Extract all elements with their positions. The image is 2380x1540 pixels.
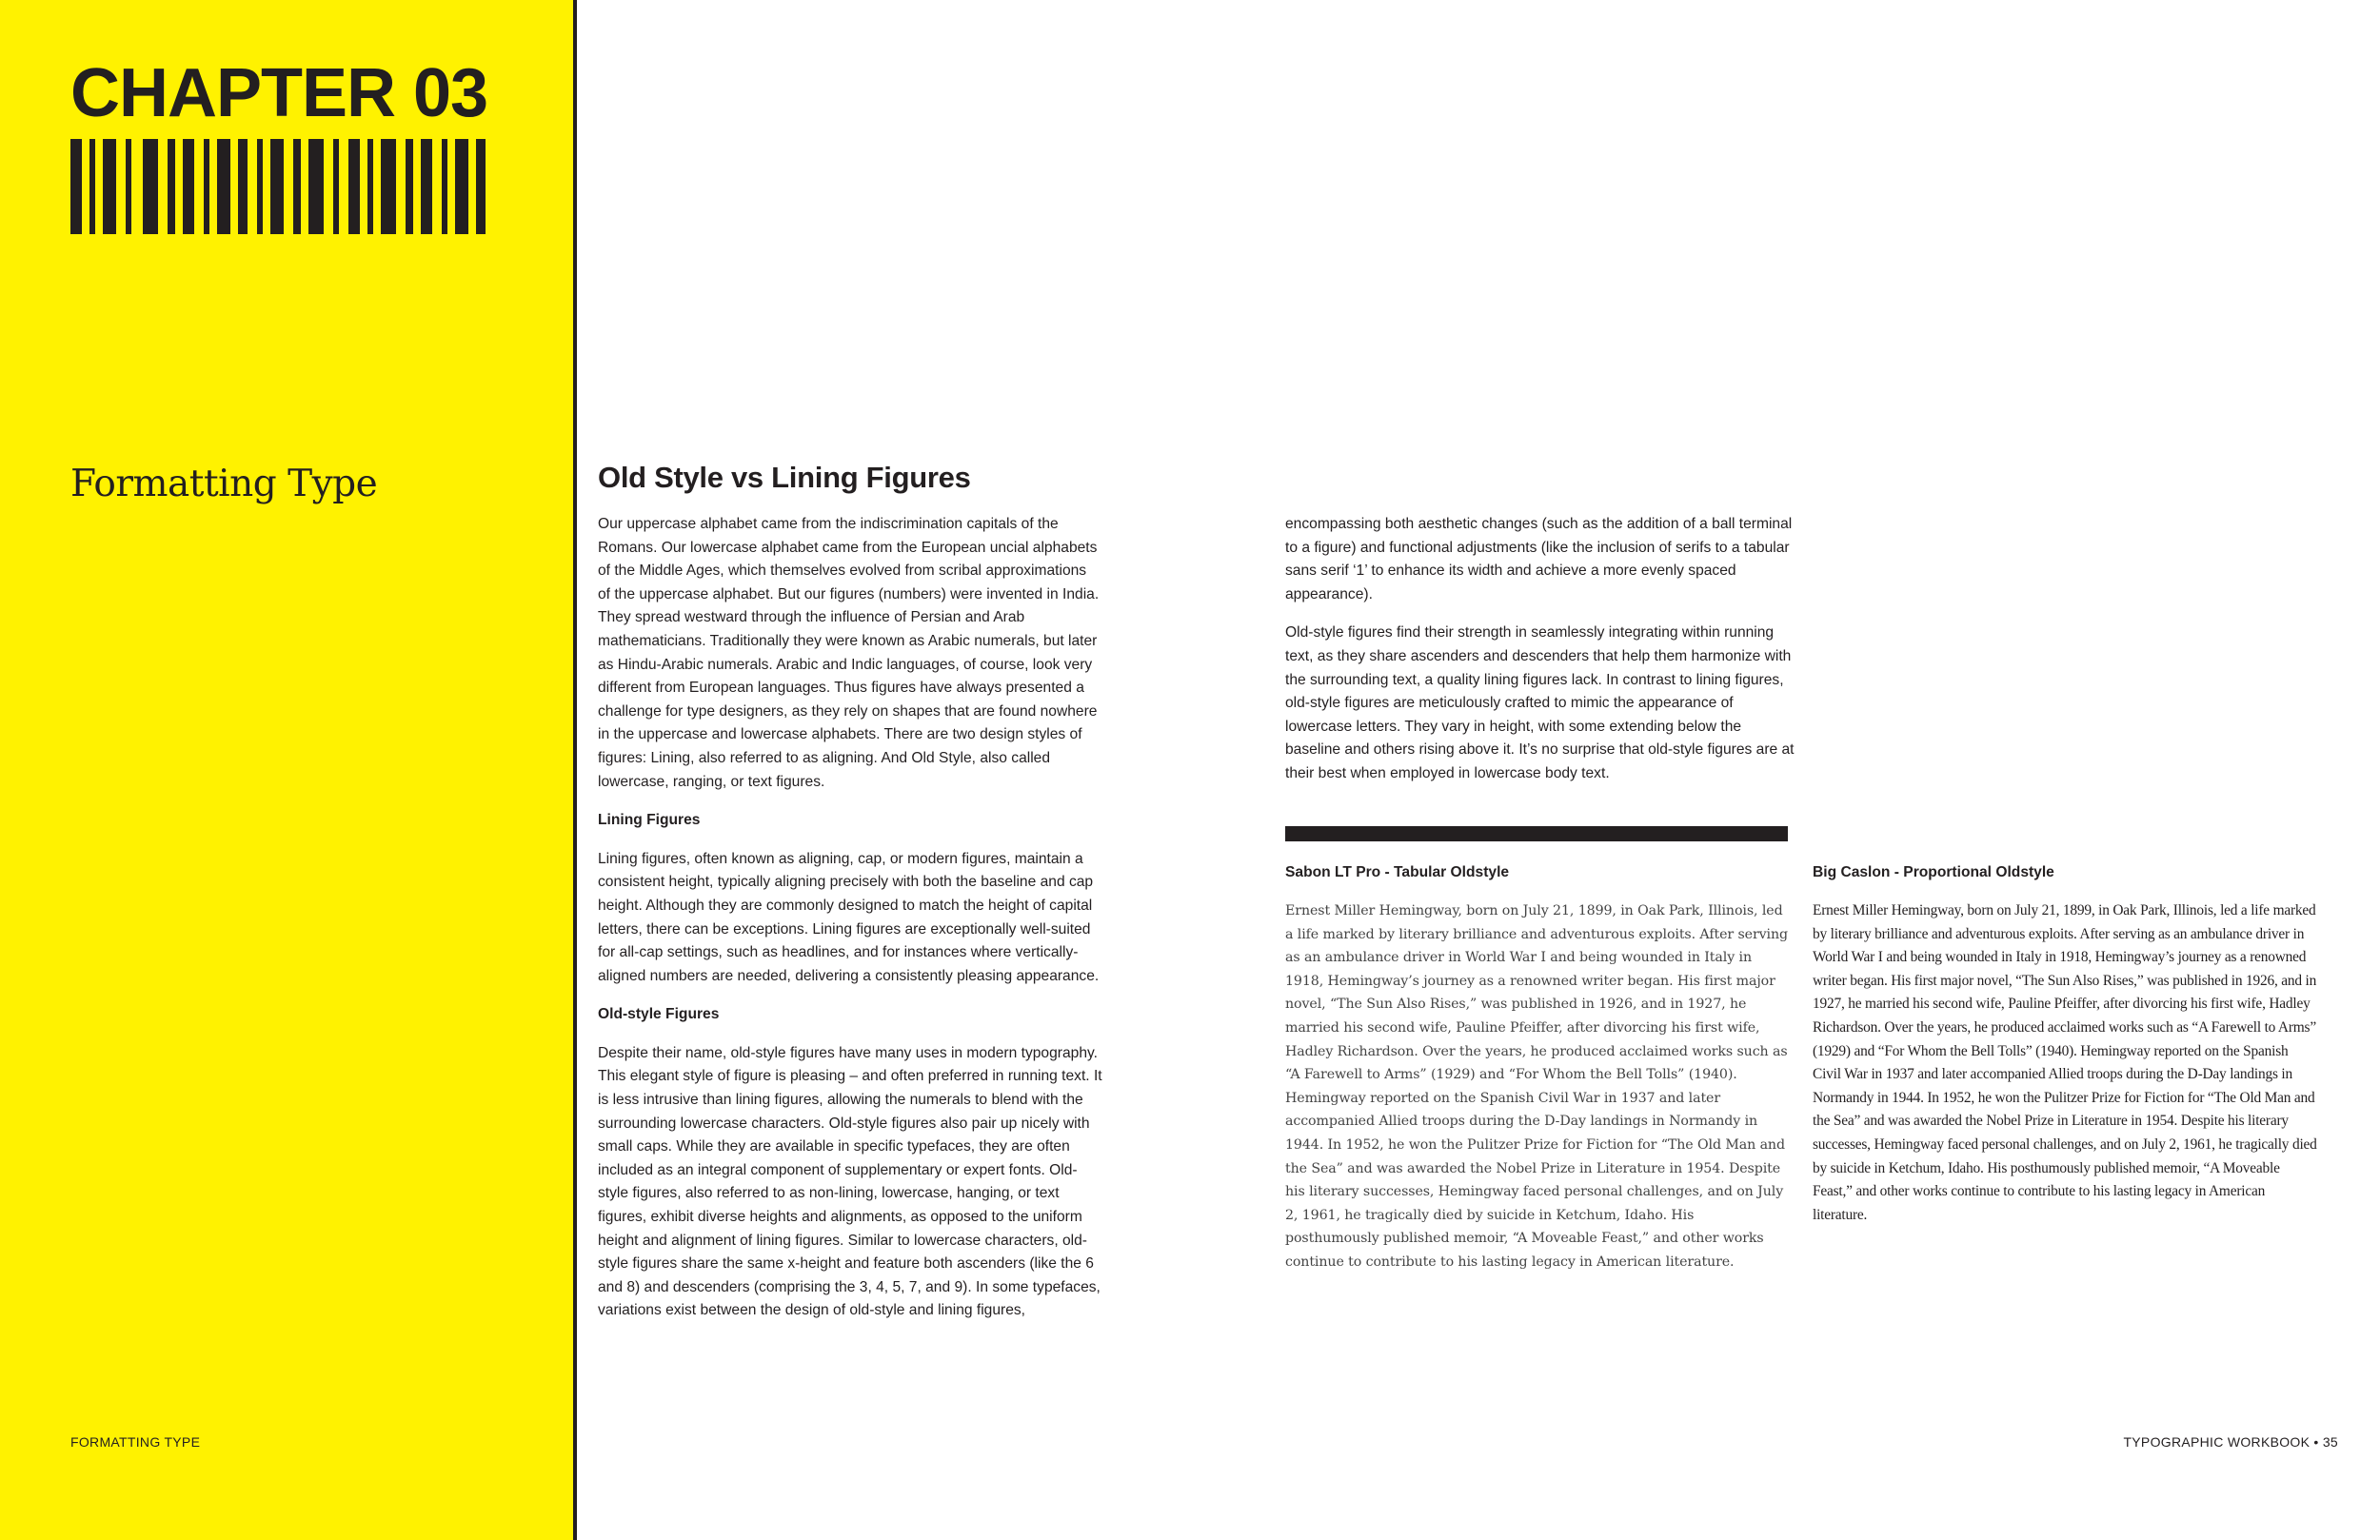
section-title: Formatting Type [70, 463, 378, 505]
divider-bar [1285, 826, 1788, 841]
sample-big-caslon-text: Ernest Miller Hemingway, born on July 21, 1899, in Oak Park, Illinois, led a life marked by literary brilliance and adventurous exploits. After serving as an ambulance driver in World War I and being wounded in Italy in 1918, Hemingway’s journey as a renowned writer began. His first major novel, “The Sun Also Rises,” was published in 1926, and in 1927, he married his second wife, Pauline Pfeiffer, after divorcing his first wife, Hadley Richardson. Over the years, he produced acclaimed works such as “A Farewell to Arms” (1929) and “For Whom the Bell Tolls” (1940). Hemingway reported on the Spanish Civil War in 1937 and later accompanied Allied troops during the D-Day landings in Normandy in 1944. In 1952, he won the Pulitzer Prize for Fiction for “The Old Man and the Sea” and was awarded the Nobel Prize in Literature in 1954. Despite his literary successes, Hemingway faced personal challenges, and on July 2, 1961, he tragically died by suicide in Ketchum, Idaho. His posthumously published memoir, “A Moveable Feast,” and other works continue to contribute to his lasting legacy in American literature. [1813, 902, 2317, 1223]
strength-paragraph: Old-style figures find their strength in seamlessly integrating within running text, as they share ascenders and descenders that help them harmonize with the surrounding text, a quality lining figures lack. In contrast to lining figures, old-style figures are meticulously crafted to mimic the appearance of lowercase letters. They vary in height, with some extending below the baseline and others rising above it. It’s no surprise that old-style figures are at their best when employed in lowercase body text. [1285, 624, 1795, 781]
text-column-right [1285, 513, 1795, 801]
oldstyle-figures-heading: Old-style Figures [598, 1006, 720, 1023]
sample-sabon [1285, 864, 1790, 1274]
chapter-title: CHAPTER 03 [70, 55, 488, 131]
oldstyle-figures-paragraph: Despite their name, old-style figures have many uses in modern typography. This elegant style of figure is pleasing – and often preferred in running text. It is less intrusive than lining figures, allowing the numerals to blend with the surrounding lowercase characters. Old-style figures also pair up nicely with small caps. While they are available in specific typefaces, they are often included as an integral component of supplementary or expert fonts. Old-style figures, also referred to as non-lining, lowercase, hanging, or text figures, exhibit diverse heights and alignments, as opposed to the uniform height and alignment of lining figures. Similar to lowercase characters, old-style figures share the same x-height and feature both ascenders (like the 6 and 8) and descenders (comprising the 3, 4, 5, 7, and 9). In some typefaces, variations exist between the design of old-style and lining figures, [598, 1044, 1102, 1319]
sample-big-caslon-heading: Big Caslon - Proportional Oldstyle [1813, 864, 2054, 880]
sample-sabon-text: Ernest Miller Hemingway, born on July 21, 1899, in Oak Park, Illinois, led a life marked by literary brilliance and adventurous exploits. After serving as an ambulance driver in World War I and being wounded in Italy in 1918, Hemingway’s journey as a renowned writer began. His first major novel, “The Sun Also Rises,” was published in 1926, and in 1927, he married his second wife, Pauline Pfeiffer, after divorcing his first wife, Hadley Richardson. Over the years, he produced acclaimed works such as “A Farewell to Arms” (1929) and “For Whom the Bell Tolls” (1940). Hemingway reported on the Spanish Civil War in 1937 and later accompanied Allied troops during the D-Day landings in Normandy in 1944. In 1952, he won the Pulitzer Prize for Fiction for “The Old Man and the Sea” and was awarded the Nobel Prize in Literature in 1954. Despite his literary successes, Hemingway faced personal challenges, and on July 2, 1961, he tragically died by suicide in Ketchum, Idaho. His posthumously published memoir, “A Moveable Feast,” and other works continue to contribute to his lasting legacy in American literature. [1285, 903, 1788, 1270]
lining-figures-heading: Lining Figures [598, 812, 701, 829]
footer-section-label: FORMATTING TYPE [70, 1434, 201, 1450]
chapter-sidebar [0, 0, 577, 1540]
lining-figures-paragraph: Lining figures, often known as aligning, cap, or modern figures, maintain a consistent height, typically aligning precisely with both the baseline and cap height. Although they are commonly designed to match the height of capital letters, there can be exceptions. Lining figures are exceptionally well-suited for all-cap settings, such as headlines, and for instances where vertically-aligned numbers are needed, delivering a consistently pleasing appearance. [598, 850, 1100, 984]
sample-sabon-heading: Sabon LT Pro - Tabular Oldstyle [1285, 864, 1510, 880]
intro-paragraph: Our uppercase alphabet came from the indiscrimination capitals of the Romans. Our lowercase alphabet came from the European uncial alphabets of the Middle Ages, which themselves evolved from scribal approximations of the uppercase alphabet. But our figures (numbers) were invented in India. They spread westward through the influence of Persian and Arab mathematicians. Traditionally they were known as Arabic numerals, but later as Hindu-Arabic numerals. Arabic and Indic languages, of course, look very different from European languages. Thus figures have always presented a challenge for type designers, as they rely on shapes that are found nowhere in the uppercase and lowercase alphabets. There are two design styles of figures: Lining, also referred to as aligning. And Old Style, also called lowercase, ranging, or text figures. [598, 516, 1100, 790]
footer-page-number: TYPOGRAPHIC WORKBOOK • 35 [2123, 1434, 2338, 1450]
sample-big-caslon [1813, 864, 2317, 1227]
continued-paragraph: encompassing both aesthetic changes (such as the addition of a ball terminal to a figure) and functional adjustments (like the inclusion of serifs to a tabular sans serif ‘1’ to enhance its width and achieve a more evenly spaced appearance). [1285, 516, 1793, 602]
article-title: Old Style vs Lining Figures [598, 461, 971, 494]
barcode-graphic [70, 139, 486, 234]
text-column-left [598, 513, 1102, 1338]
